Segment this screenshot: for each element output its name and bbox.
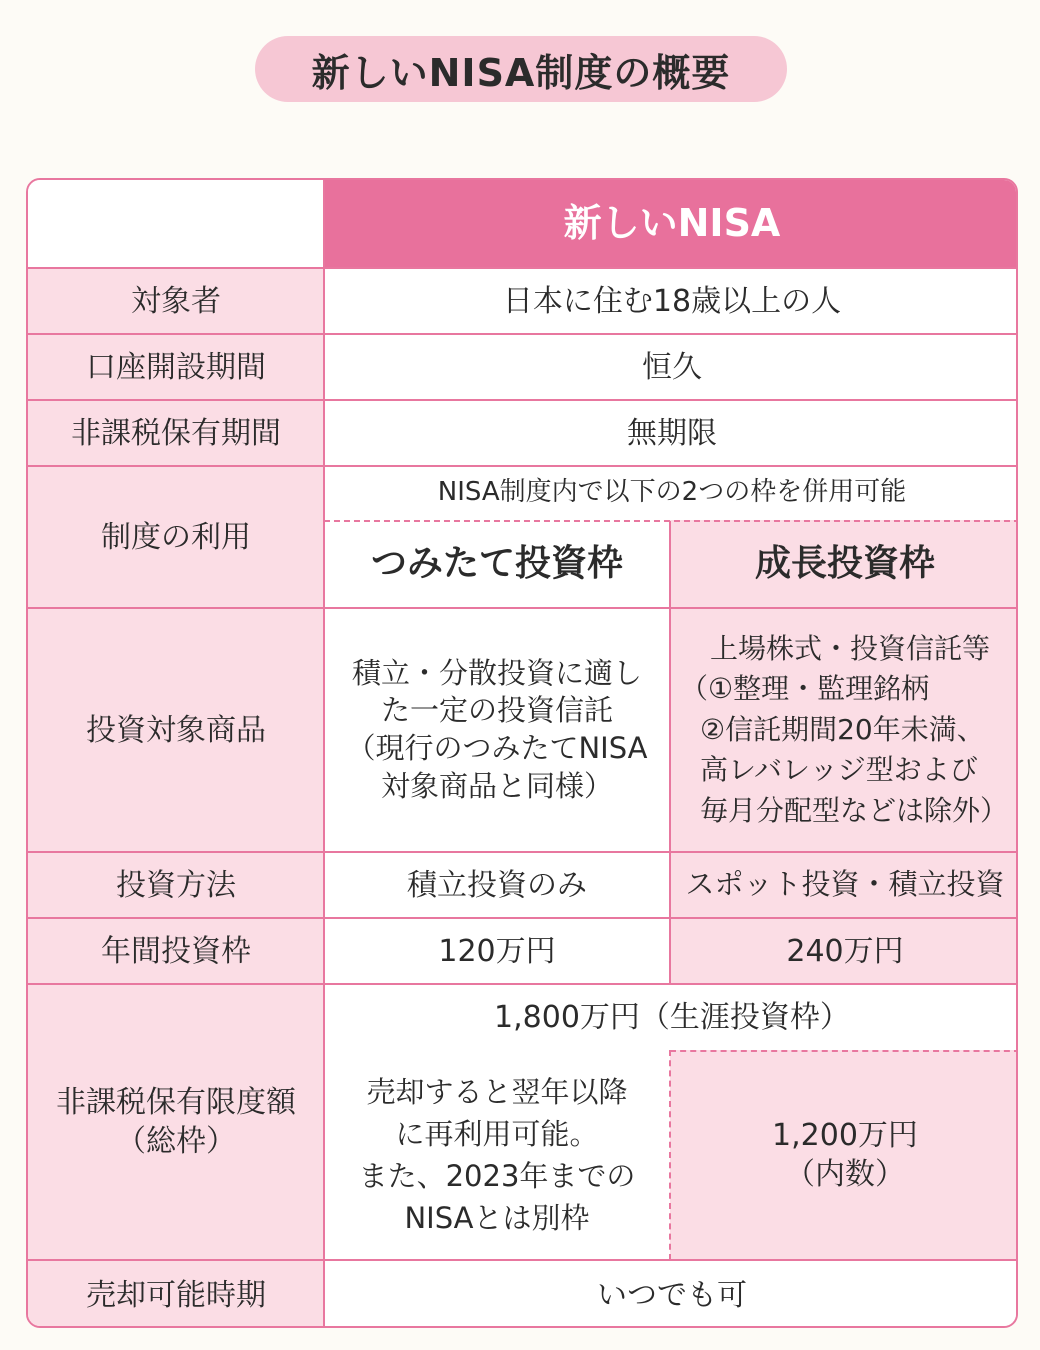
limit-label-sub: （総枠） xyxy=(116,1124,236,1159)
row-label-taxfree-period: 非課税保有期間 xyxy=(28,400,324,466)
divider xyxy=(28,333,1018,335)
divider xyxy=(669,918,671,984)
text-line: 上場株式・投資信託等 xyxy=(709,631,990,665)
growth-limit-amount: 1,200万円 xyxy=(772,1118,918,1153)
row-label-usage: 制度の利用 xyxy=(28,466,324,608)
growth-frame-heading: 成長投資枠 xyxy=(670,520,1018,608)
dashed-divider xyxy=(669,1050,671,1260)
text-line: 積立・分散投資に適し xyxy=(351,655,642,690)
divider xyxy=(28,465,1018,467)
text-line: 売却すると翌年以降 xyxy=(366,1074,628,1109)
text-line: ②信託期間20年未満、 xyxy=(700,712,985,746)
row-label-account-period: 口座開設期間 xyxy=(28,334,324,400)
divider xyxy=(669,521,671,918)
divider xyxy=(28,983,1018,985)
page-title: 新しいNISA制度の概要 xyxy=(255,36,787,102)
limit-label-main: 非課税保有限度額 xyxy=(56,1085,296,1120)
dashed-divider xyxy=(324,520,1018,522)
text-line: 対象商品と同様） xyxy=(380,768,613,803)
row-label-annual: 年間投資枠 xyxy=(28,918,324,984)
text-line: に再利用可能。 xyxy=(395,1116,599,1151)
text-line: NISAとは別枠 xyxy=(404,1201,590,1236)
header-empty-cell xyxy=(28,180,324,268)
divider xyxy=(28,267,1018,269)
growth-annual: 240万円 xyxy=(670,918,1018,984)
value-sell: いつでも可 xyxy=(324,1260,1018,1328)
text-line: （現行のつみたてNISA xyxy=(346,731,648,765)
usage-note: NISA制度内で以下の2つの枠を併用可能 xyxy=(324,466,1018,520)
tsumitate-frame-heading: つみたて投資枠 xyxy=(324,520,670,608)
row-label-method: 投資方法 xyxy=(28,852,324,918)
row-label-limit xyxy=(28,984,324,1260)
divider xyxy=(28,851,1018,853)
tsumitate-limit xyxy=(324,1050,670,1260)
row-label-sell: 売却可能時期 xyxy=(28,1260,324,1328)
divider xyxy=(323,180,325,1328)
nisa-overview-table xyxy=(26,178,1018,1328)
dashed-divider xyxy=(670,1050,1018,1052)
text-line: 高レバレッジ型および xyxy=(700,753,978,787)
growth-limit xyxy=(670,1050,1018,1260)
growth-limit-sub: （内数） xyxy=(785,1157,905,1192)
growth-products xyxy=(670,608,1018,852)
divider xyxy=(28,917,1018,919)
divider xyxy=(28,399,1018,401)
row-label-products: 投資対象商品 xyxy=(28,608,324,852)
text-line: た一定の投資信託 xyxy=(380,693,613,728)
tsumitate-products xyxy=(324,608,670,852)
value-account-period: 恒久 xyxy=(324,334,1018,400)
tsumitate-annual: 120万円 xyxy=(324,918,670,984)
tsumitate-method: 積立投資のみ xyxy=(324,852,670,918)
text-line: また、2023年までの xyxy=(358,1159,636,1193)
growth-method: スポット投資・積立投資 xyxy=(670,852,1018,918)
text-line: （①整理・監理銘柄 xyxy=(680,672,930,706)
divider xyxy=(28,1259,1018,1261)
text-line: 毎月分配型などは除外） xyxy=(700,793,1009,827)
limit-total: 1,800万円（生涯投資枠） xyxy=(324,984,1018,1050)
row-label-target: 対象者 xyxy=(28,268,324,334)
value-target: 日本に住む18歳以上の人 xyxy=(324,268,1018,334)
divider xyxy=(28,607,1018,609)
header-new-nisa: 新しいNISA xyxy=(324,180,1018,268)
value-taxfree-period: 無期限 xyxy=(324,400,1018,466)
